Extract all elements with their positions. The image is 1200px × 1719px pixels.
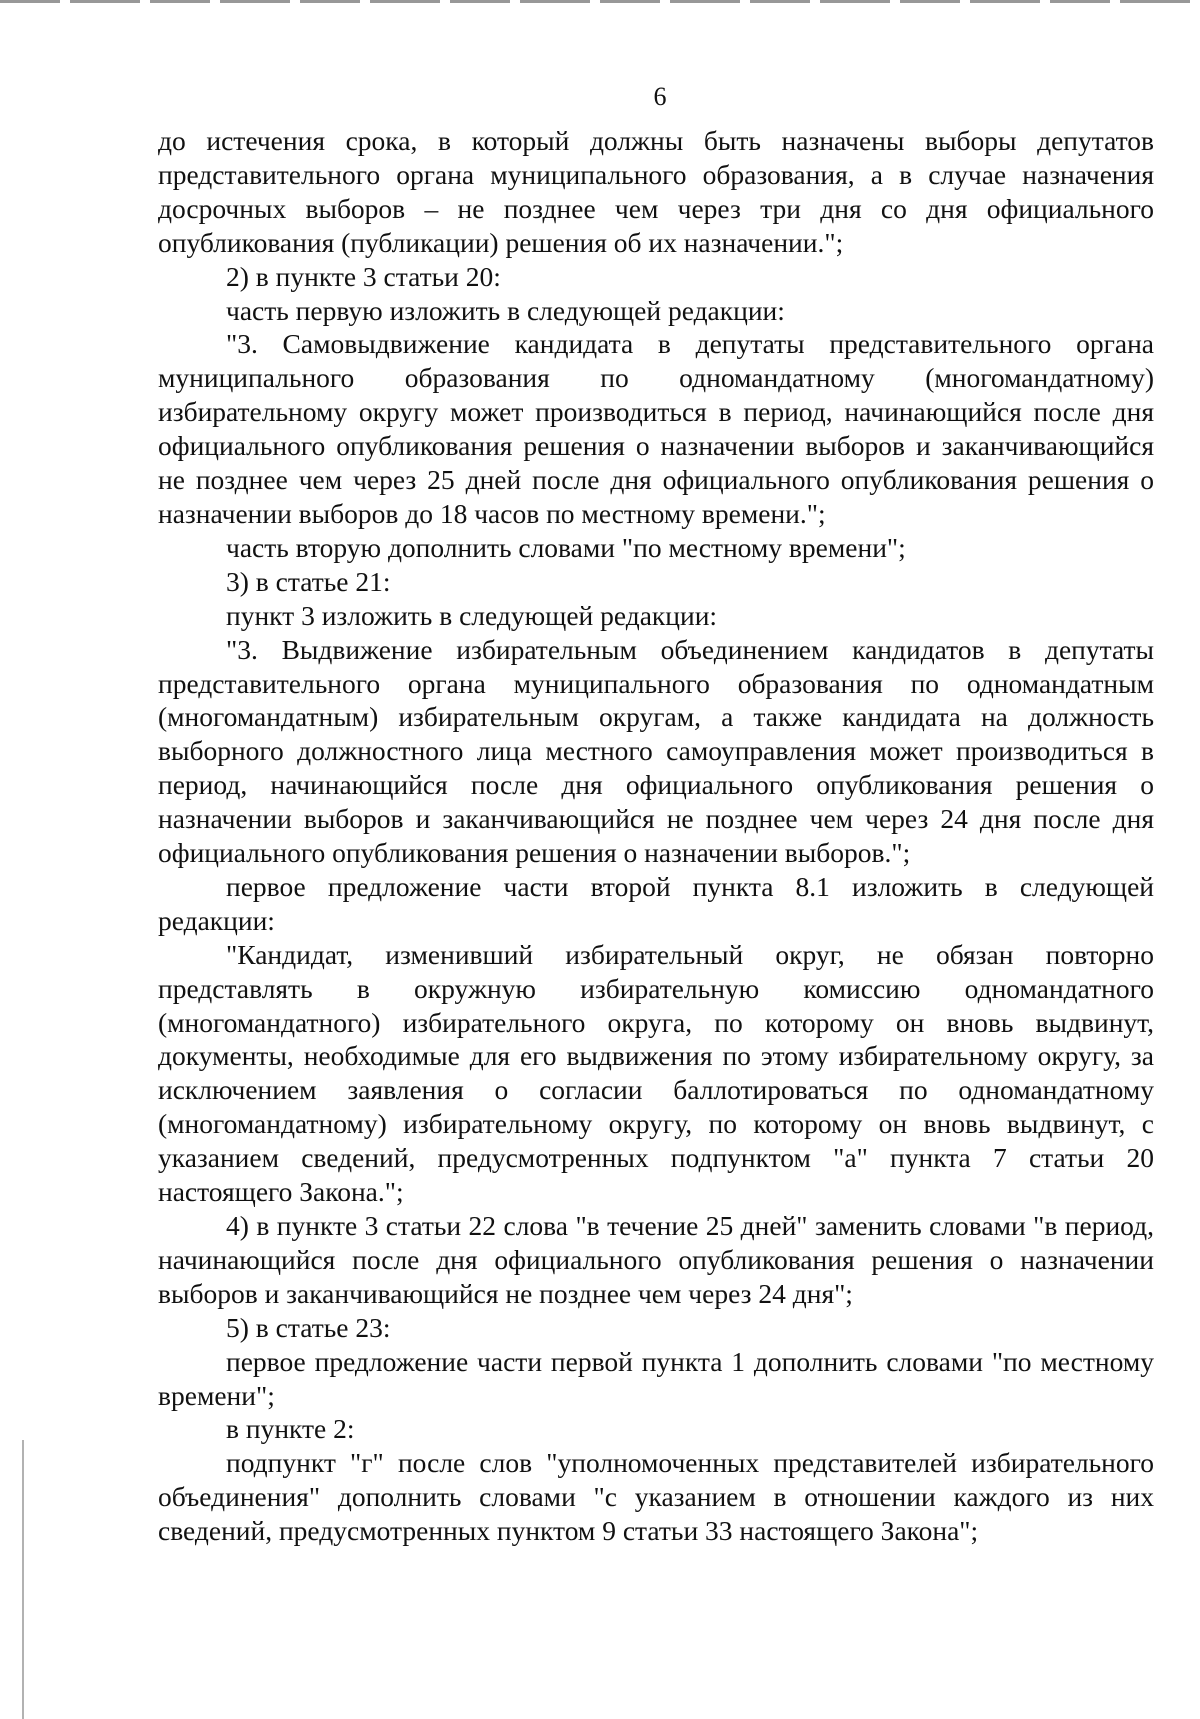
paragraph: первое предложение части второй пункта 8.1 изложить в следующей редакции:: [158, 870, 1154, 936]
paragraph: пункт 3 изложить в следующей редакции:: [226, 599, 718, 631]
paragraph: часть первую изложить в следующей редакции:: [226, 294, 785, 326]
paragraph: 4) в пункте 3 статьи 22 слова "в течение 25 дней" заменить словами "в период, начинающийся после дня официального опубликования решения о назначении выборов и заканчивающийся не позднее чем через 24 дня";: [158, 1210, 1154, 1309]
page-number: 6: [653, 82, 667, 111]
scan-edge-left: [22, 1440, 24, 1719]
paragraph: "3. Выдвижение избирательным объединением кандидатов в депутаты представительного органа муниципального образования по одномандатным (многомандатным) избирательным округам, а также кандидата на должность выборного должностного лица местного самоуправления может производиться в период, начинающийся после дня официального опубликования решения о назначении выборов и заканчивающийся не позднее чем через 24 дня после дня официального опубликования решения о назначении выборов.";: [158, 633, 1154, 869]
paragraph: 2) в пункте 3 статьи 20:: [226, 260, 501, 292]
paragraph: "3. Самовыдвижение кандидата в депутаты представительного органа муниципального образования по одномандатному (многомандатному) избирательному округу может производиться в период, начинающийся после дня официального опубликования решения о назначении выборов и заканчивающийся не позднее чем через 25 дней после дня официального опубликования решения о назначении выборов до 18 часов по местному времени.";: [158, 328, 1154, 529]
document-body: [158, 124, 1154, 1548]
paragraph: 3) в статье 21:: [226, 565, 391, 597]
paragraph: "Кандидат, изменивший избирательный округ, не обязан повторно представлять в окружную избирательную комиссию одномандатного (многомандатного) избирательного округа, по которому он вновь выдвинут, документы, необходимые для его выдвижения по этому избирательному округу, за исключением заявления о согласии баллотироваться по одномандатному (многомандатному) избирательному округу, по которому он вновь выдвинут, с указанием сведений, предусмотренных подпунктом "а" пункта 7 статьи 20 настоящего Закона.";: [158, 938, 1154, 1208]
paragraph: первое предложение части первой пункта 1 дополнить словами "по местному времени";: [158, 1345, 1154, 1411]
paragraph: до истечения срока, в который должны быть назначены выборы депутатов представительного органа муниципального образования, а в случае назначения досрочных выборов – не позднее чем через три дня со дня официального опубликования (публикации) решения об их назначении.";: [158, 125, 1154, 258]
paragraph: часть вторую дополнить словами "по местному времени";: [226, 531, 906, 563]
paragraph: 5) в статье 23:: [226, 1311, 391, 1343]
paragraph: в пункте 2:: [226, 1413, 355, 1445]
scan-edge-top: [0, 0, 1200, 3]
paragraph: подпункт "г" после слов "уполномоченных представителей избирательного объединения" дополнить словами "с указанием в отношении каждого из них сведений, предусмотренных пунктом 9 статьи 33 настоящего Закона";: [158, 1447, 1154, 1547]
